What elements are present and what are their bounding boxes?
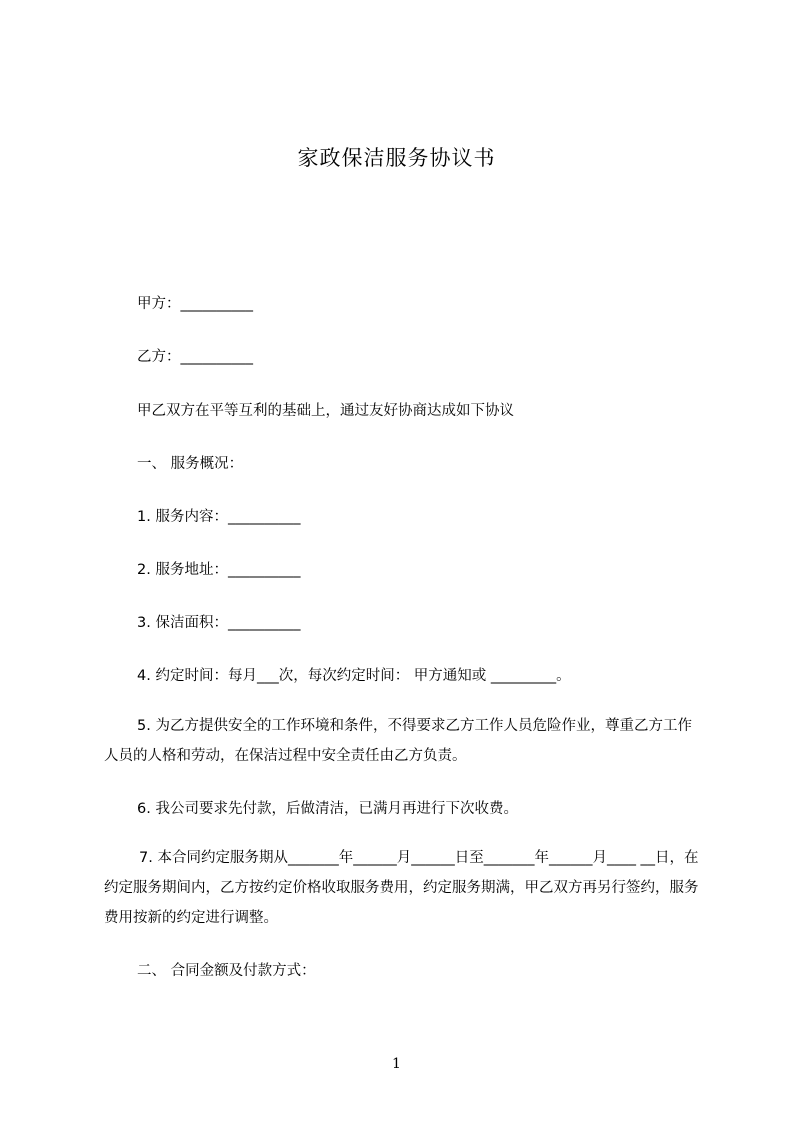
clause-5: 5. 为乙方提供安全的工作环境和条件，不得要求乙方工作人员危险作业，尊重乙方工作人员的人格和劳动，在保洁过程中安全责任由乙方负责。 (104, 718, 692, 764)
clause-1: 1. 服务内容：__________ (137, 509, 301, 525)
clause-2: 2. 服务地址：__________ (137, 562, 301, 578)
section-1-heading: 一、 服务概况： (137, 456, 244, 472)
clause-3: 3. 保洁面积：__________ (137, 615, 301, 631)
document-title: 家政保洁服务协议书 (297, 146, 496, 170)
section-2-heading: 二、 合同金额及付款方式： (137, 963, 316, 979)
clause-7: 7. 本合同约定服务期从_______年______月______日至_______年______月____ __日，在约定服务期间内，乙方按约定价格收取服务费用，约定服务期满，甲乙双方再另行签约，服务费用按新的约定进行调整。 (104, 850, 699, 926)
party-a-line: 甲方：__________ (137, 296, 253, 312)
intro-text: 甲乙双方在平等互利的基础上，通过友好协商达成如下协议 (137, 403, 514, 419)
clause-4: 4. 约定时间：每月___次，每次约定时间： 甲方通知或 _________。 (137, 668, 571, 684)
page-number: 1 (392, 1056, 401, 1072)
clause-6: 6. 我公司要求先付款，后做清洁，已满月再进行下次收费。 (137, 801, 518, 817)
party-b-line: 乙方：__________ (137, 349, 253, 365)
